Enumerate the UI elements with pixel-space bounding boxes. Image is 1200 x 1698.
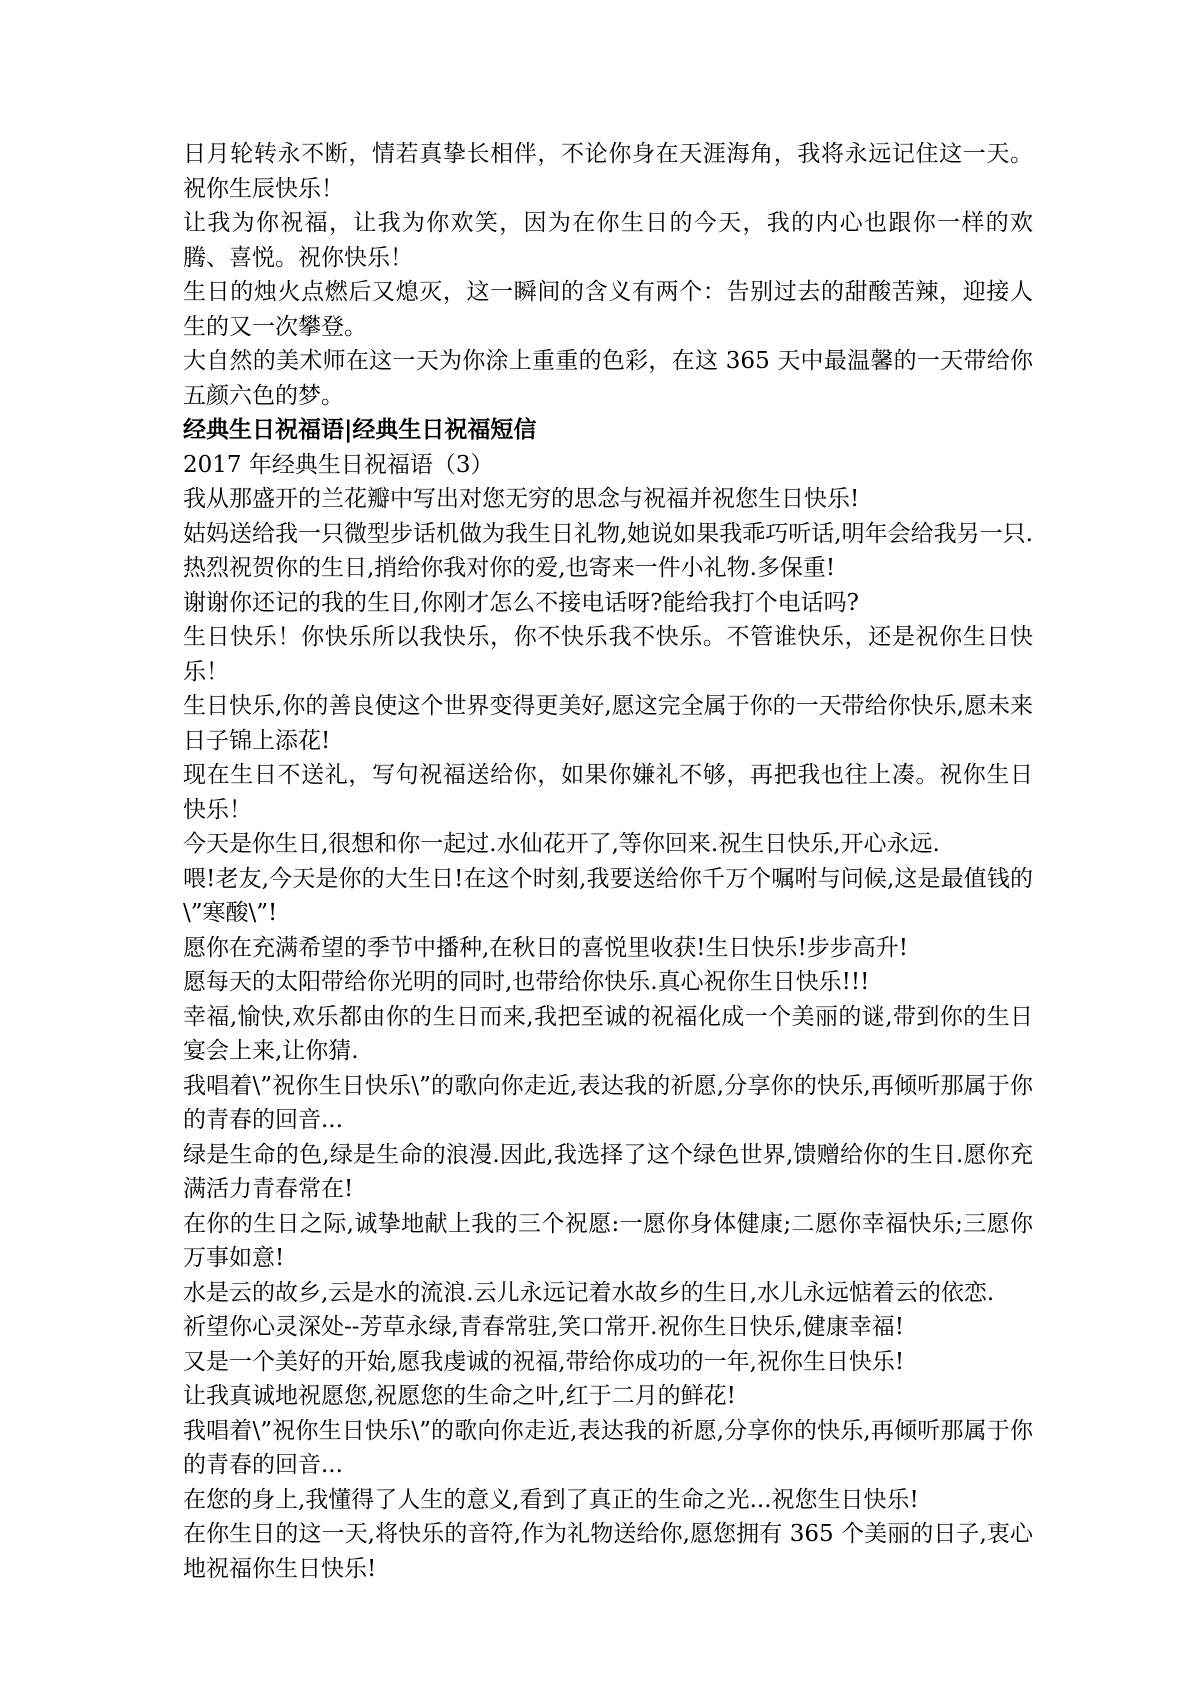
paragraph: 让我为你祝福，让我为你欢笑，因为在你生日的今天，我的内心也跟你一样的欢腾、喜悦。祝你快乐！ xyxy=(183,210,1033,271)
paragraph: 绿是生命的色,绿是生命的浪漫.因此,我选择了这个绿色世界,馈赠给你的生日.愿你充满活力青春常在! xyxy=(183,1141,1033,1202)
paragraph: 生日的烛火点燃后又熄灭，这一瞬间的含义有两个：告别过去的甜酸苦辣，迎接人生的又一次攀登。 xyxy=(183,279,1033,340)
paragraph: 在您的身上,我懂得了人生的意义,看到了真正的生命之光...祝您生日快乐! xyxy=(183,1486,919,1513)
paragraph: 在你生日的这一天,将快乐的音符,作为礼物送给你,愿您拥有 365 个美丽的日子,衷心地祝福你生日快乐! xyxy=(183,1521,1033,1582)
paragraph: 让我真诚地祝愿您,祝愿您的生命之叶,红于二月的鲜花! xyxy=(183,1383,736,1409)
paragraph: 我从那盛开的兰花瓣中写出对您无穷的思念与祝福并祝您生日快乐! xyxy=(183,486,860,512)
paragraph: 今天是你生日,很想和你一起过.水仙花开了,等你回来.祝生日快乐,开心永远. xyxy=(183,831,940,857)
paragraph: 姑妈送给我一只微型步话机做为我生日礼物,她说如果我乖巧听话,明年会给我另一只. xyxy=(183,520,1033,547)
paragraph: 愿每天的太阳带给你光明的同时,也带给你快乐.真心祝你生日快乐!!! xyxy=(183,969,870,995)
paragraph: 日月轮转永不断，情若真挚长相伴，不论你身在天涯海角，我将永远记住这一天。祝你生辰快乐！ xyxy=(183,141,1033,202)
paragraph: 大自然的美术师在这一天为你涂上重重的色彩，在这 365 天中最温馨的一天带给你五颜六色的梦。 xyxy=(183,348,1033,409)
paragraph: 生日快乐！你快乐所以我快乐，你不快乐我不快乐。不管谁快乐，还是祝你生日快乐！ xyxy=(183,624,1033,685)
document-page xyxy=(183,137,1033,1586)
paragraph: 热烈祝贺你的生日,捎给你我对你的爱,也寄来一件小礼物.多保重! xyxy=(183,555,836,581)
section-heading: 经典生日祝福语|经典生日祝福短信 xyxy=(183,417,537,443)
paragraph: 愿你在充满希望的季节中播种,在秋日的喜悦里收获!生日快乐!步步高升! xyxy=(183,934,909,961)
paragraph: 生日快乐,你的善良使这个世界变得更美好,愿这完全属于你的一天带给你快乐,愿未来日子锦上添花! xyxy=(183,693,1033,754)
paragraph: 祈望你心灵深处--芳草永绿,青春常驻,笑口常开.祝你生日快乐,健康幸福! xyxy=(183,1314,905,1340)
section-subheading: 2017 年经典生日祝福语（3） xyxy=(183,451,494,478)
paragraph: 我唱着\”祝你生日快乐\”的歌向你走近,表达我的祈愿,分享你的快乐,再倾听那属于你的青春的回音... xyxy=(183,1072,1033,1133)
paragraph: 水是云的故乡,云是水的流浪.云儿永远记着水故乡的生日,水儿永远惦着云的依恋. xyxy=(183,1279,995,1306)
paragraph: 谢谢你还记的我的生日,你刚才怎么不接电话呀?能给我打个电话吗? xyxy=(183,589,859,616)
paragraph: 我唱着\”祝你生日快乐\”的歌向你走近,表达我的祈愿,分享你的快乐,再倾听那属于你的青春的回音... xyxy=(183,1417,1033,1478)
paragraph: 又是一个美好的开始,愿我虔诚的祝福,带给你成功的一年,祝你生日快乐! xyxy=(183,1348,905,1375)
paragraph: 在你的生日之际,诚挚地献上我的三个祝愿:一愿你身体健康;二愿你幸福快乐;三愿你万事如意! xyxy=(183,1210,1033,1271)
paragraph: 喂!老友,今天是你的大生日!在这个时刻,我要送给你千万个嘱咐与问候,这是最值钱的\”寒酸\”! xyxy=(183,865,1033,926)
paragraph: 幸福,愉快,欢乐都由你的生日而来,我把至诚的祝福化成一个美丽的谜,带到你的生日宴会上来,让你猜. xyxy=(183,1003,1033,1064)
paragraph: 现在生日不送礼，写句祝福送给你，如果你嫌礼不够，再把我也往上凑。祝你生日快乐！ xyxy=(183,762,1033,823)
